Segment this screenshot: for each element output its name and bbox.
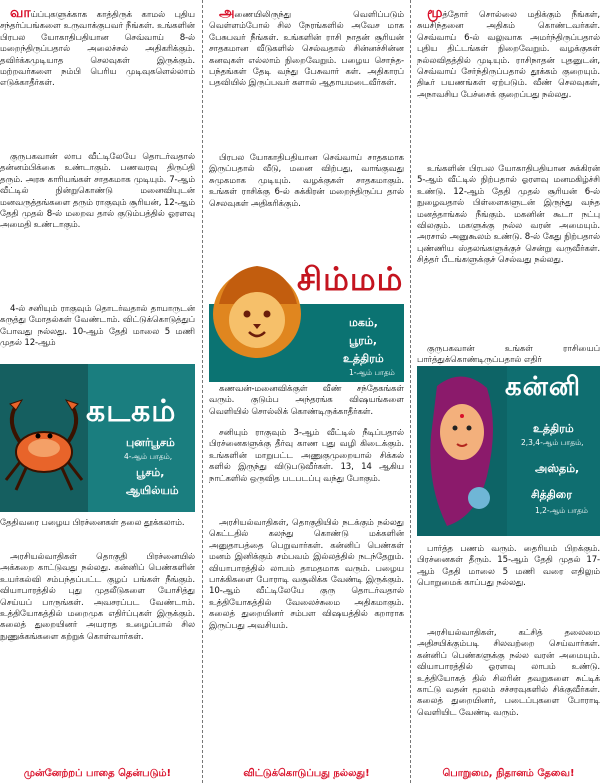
body-paragraph: கணவன்-மனைவிக்குள் வீண் சந்தேகங்கள் வரும். குடும்ப அந்தரங்க விஷயங்களை வெளியில் சொல்லிக் கொண்டிருக்காதீர்கள். <box>209 384 404 417</box>
sign-banner-simmam <box>209 250 404 382</box>
intro-paragraph: அணையிலிருந்து வெளிப்படும் வெள்ளம்போல் சில நேரங்களில் அவேச மாக பேசுபவர் நீங்கள். உங்களின் ராசி நாதன் சூரியன் சாதகமான வீடுகளில் செல்வதால் சின்னச்சின்ன கனவுகள் எல்லாம் நிறைவேறும். பழைய சொந்த-பந்தங்கள் தேடி வந்து பேசுவார் கள். அதிகாரப் பதவியில் இருப்பவர் களால் ஆதாயமடைவீர்கள். <box>209 5 404 89</box>
body-paragraph: தேதிவரை பழைய பிரச்னைகள் தலை தூக்கலாம். <box>0 518 185 528</box>
sign-title: கன்னி <box>505 372 581 402</box>
sign-title: சிம்மம் <box>297 260 404 298</box>
intro-paragraph: வாய்ப்புகளுக்காக காத்திருக் காமல் புதிய சந்தர்ப்பங்களை உருவாக்குபவர் நீங்கள். உங்களின் பிரபல யோகாதிபதியான செவ்வாய் 8-ல் மறைந்திருப்பதால் அலைச்சல் அதிகரிக்கும். தவிர்க்கமுடியாத செலவுகள் இருக்கும். மற்றவர்களை நம்பி பெரிய முடிவுகளெல்லாம் எடுக்காதீர்கள். <box>0 5 195 89</box>
footer-tagline: பொறுமை, நிதானம் தேவை! <box>442 768 575 779</box>
star-pada: 2,3,4-ஆம் பாதம், <box>521 438 584 447</box>
column-kanni <box>417 0 600 783</box>
star-name: ஆயில்யம் <box>126 484 179 497</box>
lion-illustration <box>209 250 305 382</box>
column-divider <box>410 0 411 783</box>
column-simmam <box>209 0 404 783</box>
footer-tagline: விட்டுக்கொடுப்பது நல்லது! <box>243 768 370 779</box>
drop-cap: அ <box>219 5 235 21</box>
star-name: உத்திரம் <box>533 422 574 435</box>
maiden-illustration <box>417 366 507 536</box>
star-pada: 4-ஆம் பாதம், <box>124 452 173 461</box>
star-name: அஸ்தம், <box>535 462 580 475</box>
column-kadagam <box>0 0 195 783</box>
sign-banner-kanni <box>417 366 600 536</box>
drop-cap: வா <box>10 5 31 21</box>
body-paragraph: அரசியல்வாதிகள் தொகுதி பிரச்னையில் அக்கறை காட்டுவது நல்லது. கன்னிப் பெண்களின் உயர்கல்வி சம்பந்தப்பட்ட குழப் பங்கள் நீங்கும். வியாபாரத்தில் புது முதலீடுகளை யோசித்து செய்யப் பாருங்கள். அவசரப்பட வேண்டாம். உத்தியோகத்தில் மறைமுக எதிர்ப்புகள் இருக்கும். கலைத் துறையினர் அயராத உழைப்பால் சில நுணுக்கங்களை கற்றுக் கொள்வார்கள். <box>0 552 195 642</box>
body-paragraph: சனியும் ராகுவும் 3-ஆம் வீட்டில் நீடிப்பதால் பிரச்னைகளுக்கு தீர்வு காண புது வழி கிடைக்கும். உங்களின் மாறுபட்ட அணுகுமுறையால் சிக்கல் களில் இருந்து விடுபடுவீர்கள். 13, 14 ஆகிய நாட்களில் ஒருவித படபடப்பு வந்து போகும். <box>209 428 404 484</box>
star-name: புனர்பூசம் <box>126 436 175 449</box>
star-name: உத்திரம் <box>343 352 384 365</box>
star-name: மகம், <box>349 316 378 329</box>
star-name: பூசம், <box>136 466 165 479</box>
body-paragraph: குருபகவான் லாப வீட்டிலேயே தொடர்வதால் தன்னம்பிக்கை உண்டாகும். பணவரவு திருப்தி தரும். அரசு காரியங்கள் சாதகமாக முடியும். 7-ஆம் வீட்டில் நின்றுகொண்டு மனைவியுடன் மனவருத்தங்களை தரும் ராகுவும் சூரியன், 12-ஆம் தேதி முதல் 8-ல் மறைவ தால் குடும்பத்தில் ஓரளவு அமைதி உண்டாகும். <box>0 152 195 231</box>
body-paragraph: பிரபல யோகாதிபதியான செவ்வாய் சாதகமாக இருப்பதால் வீடு, மனை விற்பது, வாங்குவது சுமுகமாக முடியும். வழக்குகள் சாதகமாகும். உங்கள் ராசிக்கு 6-ல் சுக்கிரன் மறைந்திருப்ப தால் செலவுகள் அதிகரிக்கும். <box>209 153 404 209</box>
body-paragraph: உங்களின் பிரபல யோகாதிபதியான சுக்கிரன் 5-ஆம் வீட்டில் நிற்பதால் ஓரளவு மனமகிழ்ச்சி உண்டு. 12-ஆம் தேதி முதல் சூரியன் 6-ல் நுழைவதால் பிள்ளைகளுடன் இருந்து வந்த மனத்தாங்கல் நீங்கும். மகனின் கூடா நட்பு விலகும். மகளுக்கு நல்ல வரன் அமையும். அரசால் அனுகூலம் உண்டு. 8-ல் கேது நிற்பதால் புண்ணிய ஸ்தலங்களுக்குச் சென்று வருவீர்கள். சித்தர் பீடங்களுக்குச் செல்வது நல்லது. <box>417 164 600 266</box>
star-name: சித்திரை <box>531 488 572 501</box>
sign-title: கடகம் <box>86 394 177 429</box>
body-paragraph: பார்த்த பணம் வரும். தைரியம் பிறக்கும். பிரச்னைகள் தீரும். 15-ஆம் தேதி முதல் 17-ஆம் தேதி மாலை 5 மணி வரை எதிலும் பொறுமைக் காப்பது நல்லது. <box>417 544 600 589</box>
body-paragraph: குருபகவான் உங்கள் ராசியைப் பார்த்துக்கொண்டிருப்பதால் எதிர் <box>417 344 600 366</box>
sign-banner-kadagam <box>0 364 195 512</box>
star-pada: 1-ஆம் பாதம் <box>349 368 395 377</box>
body-paragraph: அரசியல்வாதிகள், தொகுதியில் நடக்கும் நல்லது கெட்டதில் கலந்து கொண்டு மக்களின் அனுதாபத்தை பெறுவார்கள். கன்னிப் பெண்கள் மனம் இனிக்கும் சம்பவம் இல்லத்தில் நடந்தேறும். வியாபாரத்தில் லாபம் தாமதமாக வரும். பழைய பாக்கிகளை போராடி வசூலிக்க வேண்டி இருக்கும். 10-ஆம் வீட்டிலேயே குரு தொடர்வதால் உத்தியோகத்தில் வேலைச்சுமை அதிகமாகும். கலைத் துறையினர் சம்பள விஷயத்தில் கறாராக இருப்பது அவசியம். <box>209 518 404 631</box>
star-name: பூரம், <box>349 334 378 347</box>
crab-illustration <box>0 364 88 512</box>
star-pada: 1,2-ஆம் பாதம் <box>535 506 588 515</box>
intro-paragraph: மூத்தோர் சொல்லை மதிக்கும் நீங்கள், சுயசிந்தனை அதிகம் கொண்டவர்கள். செவ்வாய் 6-ல் வலுவாக அமர்ந்திருப்பதால் புதிய திட்டங்கள் நிறைவேறும். வழக்குகள் நல்லவிதத்தில் முடியும். ராசிநாதன் புதனுடன், செவ்வாய் சேர்ந்திருப்பதால் தூக்கம் குறையும். திடீர் பயணங்கள் ஏற்படும். வீண் செலவுகள், அநாவசிய பேச்சைக் குறைப்பது நல்லது. <box>417 5 600 100</box>
footer-tagline: முன்னேற்றப் பாதை தென்படும்! <box>23 768 172 779</box>
drop-cap: மூ <box>427 5 443 21</box>
body-paragraph: அரசியல்வாதிகள், கட்சித் தலைமை அதிசயிக்கும்படி சிலவற்றை செய்வார்கள். கன்னிப் பெண்களுக்கு நல்ல வரன் அமையும். வியாபாரத்தில் ஓரளவு லாபம் உண்டு. உத்தியோகத் தில் சிலரின் தவறுகளை சுட்டிக் காட்டு வதன் மூலம் சச்சரவுகளில் சிக்குவீர்கள். கலைத் துறையினர், படைப்புகளை போராடி வெளியிட வேண்டி வரும். <box>417 628 600 718</box>
body-paragraph: 4-ல் சனியும் ராகுவும் தொடர்வதால் தாயாருடன் கருத்து மோதல்கள் வேண்டாம். விட்டுக்கொடுத்துப் போவது நல்லது. 10-ஆம் தேதி மாலை 5 மணி முதல் 12-ஆம் <box>0 304 195 349</box>
column-divider <box>202 0 203 783</box>
